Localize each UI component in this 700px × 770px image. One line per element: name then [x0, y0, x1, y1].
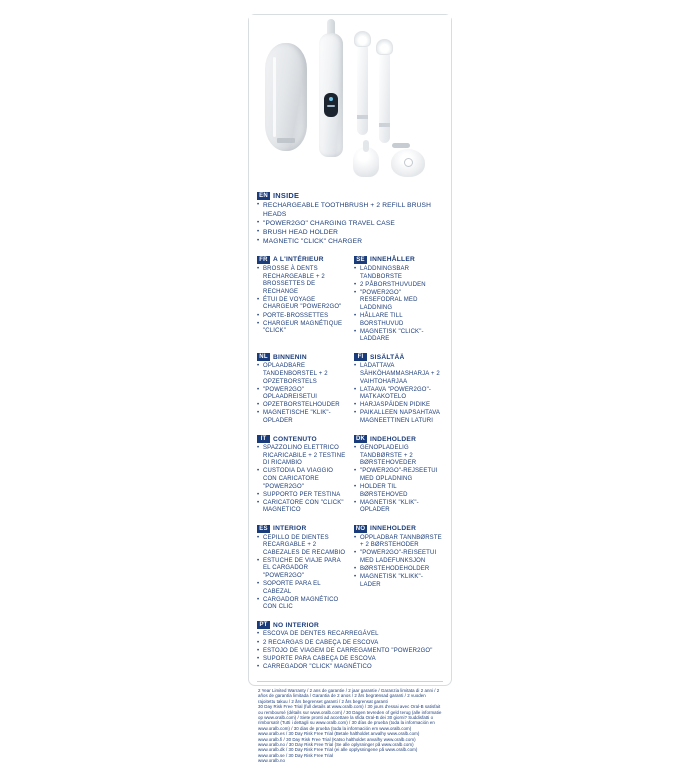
brush-collar	[379, 123, 390, 127]
site-line: www.oralb.es / 30 Day Risk Free Trial (Betale haltholdet anvalhy www.oralb.com)	[258, 731, 420, 737]
list-item: • "POWER2GO"-REJSEETUI MED OPLADNING	[354, 468, 443, 483]
contents-list-nl	[257, 363, 346, 425]
list-item: • GENOPLADELIG TANDBØRSTE + 2 BØRSTEHOVEDER	[354, 445, 443, 468]
site-line: www.oralb.no	[258, 758, 285, 764]
brush-head-holder-image	[353, 147, 379, 177]
block-header	[257, 191, 443, 200]
list-item: • CARGADOR MAGNÉTICO CON CLIC	[257, 597, 346, 612]
flag-it: IT	[257, 435, 270, 443]
flag-dk: DK	[355, 436, 366, 443]
list-item: • SUPORTE PARA CABEÇA DE ESCOVA	[257, 656, 443, 664]
contents-list-fi	[354, 363, 443, 425]
list-item: • HARJASPÄIDEN PIDIKE	[354, 402, 443, 410]
flag-es: ES	[257, 525, 270, 533]
legal-text	[257, 688, 443, 764]
list-item: • MAGNETISK "CLICK"-LADDARE	[354, 329, 443, 344]
list-item: • SUPPORTO PER TESTINA	[257, 492, 346, 500]
block-title-it: CONTENUTO	[273, 435, 317, 443]
travel-case-image	[265, 43, 307, 151]
block-header	[257, 435, 346, 443]
display-bar-icon	[327, 105, 335, 107]
contents-list-pt	[257, 631, 443, 671]
block-title-pt: NO INTERIOR	[273, 621, 319, 629]
list-item: • CEPILLO DE DIENTES RECARGABLE + 2 CABEZALES DE RECAMBIO	[257, 535, 346, 558]
list-item: • 2 PÅBORSTHUVUDEN	[354, 282, 443, 290]
list-item: • MAGNETISCHE "KLIK"-OPLADER	[257, 410, 346, 425]
contents-list-fr	[257, 266, 346, 336]
language-block-fi	[354, 353, 443, 426]
block-header	[354, 525, 443, 533]
brush-collar	[357, 115, 368, 119]
contents-list-no	[354, 535, 443, 590]
list-item: • 2 RECARGAS DE CABEÇA DE ESCOVA	[257, 640, 443, 648]
flag-pt: PT	[257, 621, 270, 629]
block-header	[354, 435, 443, 443]
section-divider	[257, 681, 443, 682]
product-photo	[249, 15, 451, 187]
flag-no: NO	[355, 525, 366, 532]
list-item: • ESTUCHE DE VIAJE PARA EL CARGADOR "POWER2GO"	[257, 558, 346, 581]
list-item: • BROSSE À DENTS RECHARGEABLE + 2 BROSSETTES DE RECHANGE	[257, 266, 346, 296]
flag-nl: NL	[257, 353, 270, 361]
list-item: • SOPORTE PARA EL CABEZAL	[257, 581, 346, 596]
language-row-4	[257, 435, 443, 515]
bristles-icon	[376, 39, 393, 55]
list-item: • RECHARGEABLE TOOTHBRUSH + 2 REFILL BRUSH HEADS	[257, 202, 443, 219]
block-title-en: INSIDE	[273, 191, 300, 200]
handle-ring	[392, 143, 410, 148]
list-item: • ESTOJO DE VIAGEM DE CARREGAMENTO "POWER2GO"	[257, 648, 443, 656]
block-header	[257, 353, 346, 361]
list-item: • ESCOVA DE DENTES RECARREGÁVEL	[257, 631, 443, 639]
site-line: www.oralb.dk / 30 Day Risk Free Trial (ei alle opplysningene på www.oralb.com)	[258, 747, 418, 753]
block-title-dk: INDEHOLDER	[370, 435, 417, 443]
list-item: • BRUSH HEAD HOLDER	[257, 229, 443, 238]
flag-fi: FI	[354, 353, 367, 361]
language-row-6	[257, 621, 443, 671]
list-item: • OPLAADBARE TANDENBORSTEL + 2 OPZETBORSTELS	[257, 363, 346, 386]
block-title-no: INNEHOLDER	[370, 525, 417, 532]
list-item: • BØRSTEHODEHOLDER	[354, 566, 443, 574]
handle-display-icon	[324, 93, 338, 117]
list-item: • HÅLLARE TILL BORSTHUVUD	[354, 313, 443, 328]
list-item: • CARICATORE CON "CLICK" MAGNETICO	[257, 500, 346, 515]
list-item: • "POWER2GO" OPLAADREISETUI	[257, 387, 346, 402]
bristles-icon	[354, 31, 371, 47]
contents-text-panel	[249, 187, 451, 770]
refill-brush-head-1-image	[357, 43, 368, 135]
flag-se: SE	[354, 256, 367, 264]
list-item: • CUSTODIA DA VIAGGIO CON CARICATORE "POWER2GO"	[257, 468, 346, 491]
list-item: • CARREGADOR "CLICK" MAGNÉTICO	[257, 664, 443, 672]
list-item: • LADATTAVA SÄHKÖHAMMASHARJA + 2 VAIHTOHARJAA	[354, 363, 443, 386]
list-item: • MAGNETIC "CLICK" CHARGER	[257, 238, 443, 247]
block-header	[354, 256, 443, 264]
list-item: • "POWER2GO" CHARGING TRAVEL CASE	[257, 220, 443, 229]
contents-list-dk	[354, 445, 443, 515]
warranty-text: 2 Year Limited Warranty / 2 ans de garantie / 2 jaar garantie / Garanzia limitata di 2 anni / 2 años de garantía limitada / Garantia de 2 anos / 2 års begrænsad garanti / 2 vuoden rajoitettu takuu / 2 års begrenset garanti / 2 års begrensat garanti	[258, 687, 440, 704]
refill-brush-head-2-image	[379, 51, 390, 143]
language-block-se	[354, 256, 443, 344]
magnetic-charger-image	[391, 149, 425, 177]
list-item: • OPPLADBAR TANNBØRSTE + 2 BØRSTEHODER	[354, 535, 443, 550]
case-logo	[277, 138, 295, 143]
block-header	[354, 353, 443, 361]
list-item: • MAGNETISK "KLIK"-OPLADER	[354, 500, 443, 515]
language-block-nl	[257, 353, 346, 426]
list-item: • ÉTUI DE VOYAGE CHARGEUR "POWER2GO"	[257, 297, 346, 312]
language-row-2	[257, 256, 443, 344]
list-item: • CHARGEUR MAGNÉTIQUE "CLICK"	[257, 321, 346, 336]
block-title-es: INTERIOR	[273, 525, 307, 532]
language-row-5	[257, 525, 443, 613]
site-line: www.oralb.fi / 30 Day Risk Free Trial (Katso haltholdet anvalhy www.oralb.com)	[258, 736, 416, 742]
language-block-it	[257, 435, 346, 515]
block-header	[257, 621, 443, 629]
block-title-nl: BINNENIN	[273, 353, 307, 361]
site-line: www.oralb.no / 30 Day Risk Free Trial (Se alle oplysninger på www.oralb.com)	[258, 741, 414, 747]
list-item: • LATAAVA "POWER2GO"-MATKAKOTELO	[354, 387, 443, 402]
contents-list-it	[257, 445, 346, 515]
language-block-es	[257, 525, 346, 613]
block-title-fr: A L'INTÉRIEUR	[273, 256, 324, 264]
site-line: www.oralb.se / 30 Day Risk Free Trial	[258, 752, 334, 758]
flag-en: EN	[257, 192, 270, 200]
language-row-3	[257, 353, 443, 426]
list-item: • OPZETBORSTELHOUDER	[257, 402, 346, 410]
block-title-fi: SISÄLTÄÄ	[370, 353, 405, 361]
language-block-pt	[257, 621, 443, 671]
product-package-panel	[248, 14, 452, 764]
language-block-no	[354, 525, 443, 613]
list-item: • "POWER2GO"-REISEETUI MED LADEFUNKSJON	[354, 550, 443, 565]
language-block-en	[257, 191, 443, 247]
language-block-dk	[354, 435, 443, 515]
block-header	[257, 256, 346, 264]
list-item: • HOLDER TIL BØRSTEHOVED	[354, 484, 443, 499]
list-item: • PORTE-BROSSETTES	[257, 313, 346, 321]
block-header	[257, 525, 346, 533]
list-item: • PAIKALLEEN NAPSAHTAVA MAGNEETTINEN LATURI	[354, 410, 443, 425]
trial-text: 30 Day Risk Free Trial (full details at www.oralb.com) / 30 jours d'essai avec Oral-B satisfait ou remboursé (détails sur www.oralb.com) / 30 Dagen tevreden of geld terug (alle informatie op www.oralb.com) / Siete pronti ad accettare la sfida Oral-B dei 30 giorni? Suddisfatti o rimborsati! (Tutti i dettagli su www.oralb.com) / 30 días de prueba (toda la información en www.oralb.com) / 30 dias de prueba (toda la información em www.oralb.com)	[258, 704, 442, 731]
list-item: • SPAZZOLINO ELETTRICO RICARICABILE + 2 TESTINE DI RICAMBIO	[257, 445, 346, 468]
contents-list-se	[354, 266, 443, 344]
block-title-se: INNEHÅLLER	[370, 256, 415, 264]
contents-list-en	[257, 202, 443, 246]
contents-list-es	[257, 535, 346, 612]
display-dot-icon	[329, 97, 333, 101]
list-item: • MAGNETISK "KLIKK"-LADER	[354, 574, 443, 589]
flag-fr: FR	[257, 256, 270, 264]
language-row-1	[257, 191, 443, 247]
list-item: • LADDNINGSBAR TANDBORSTE	[354, 266, 443, 281]
list-item: • "POWER2GO" RESEFODRAL MED LADDNING	[354, 290, 443, 313]
language-block-fr	[257, 256, 346, 344]
